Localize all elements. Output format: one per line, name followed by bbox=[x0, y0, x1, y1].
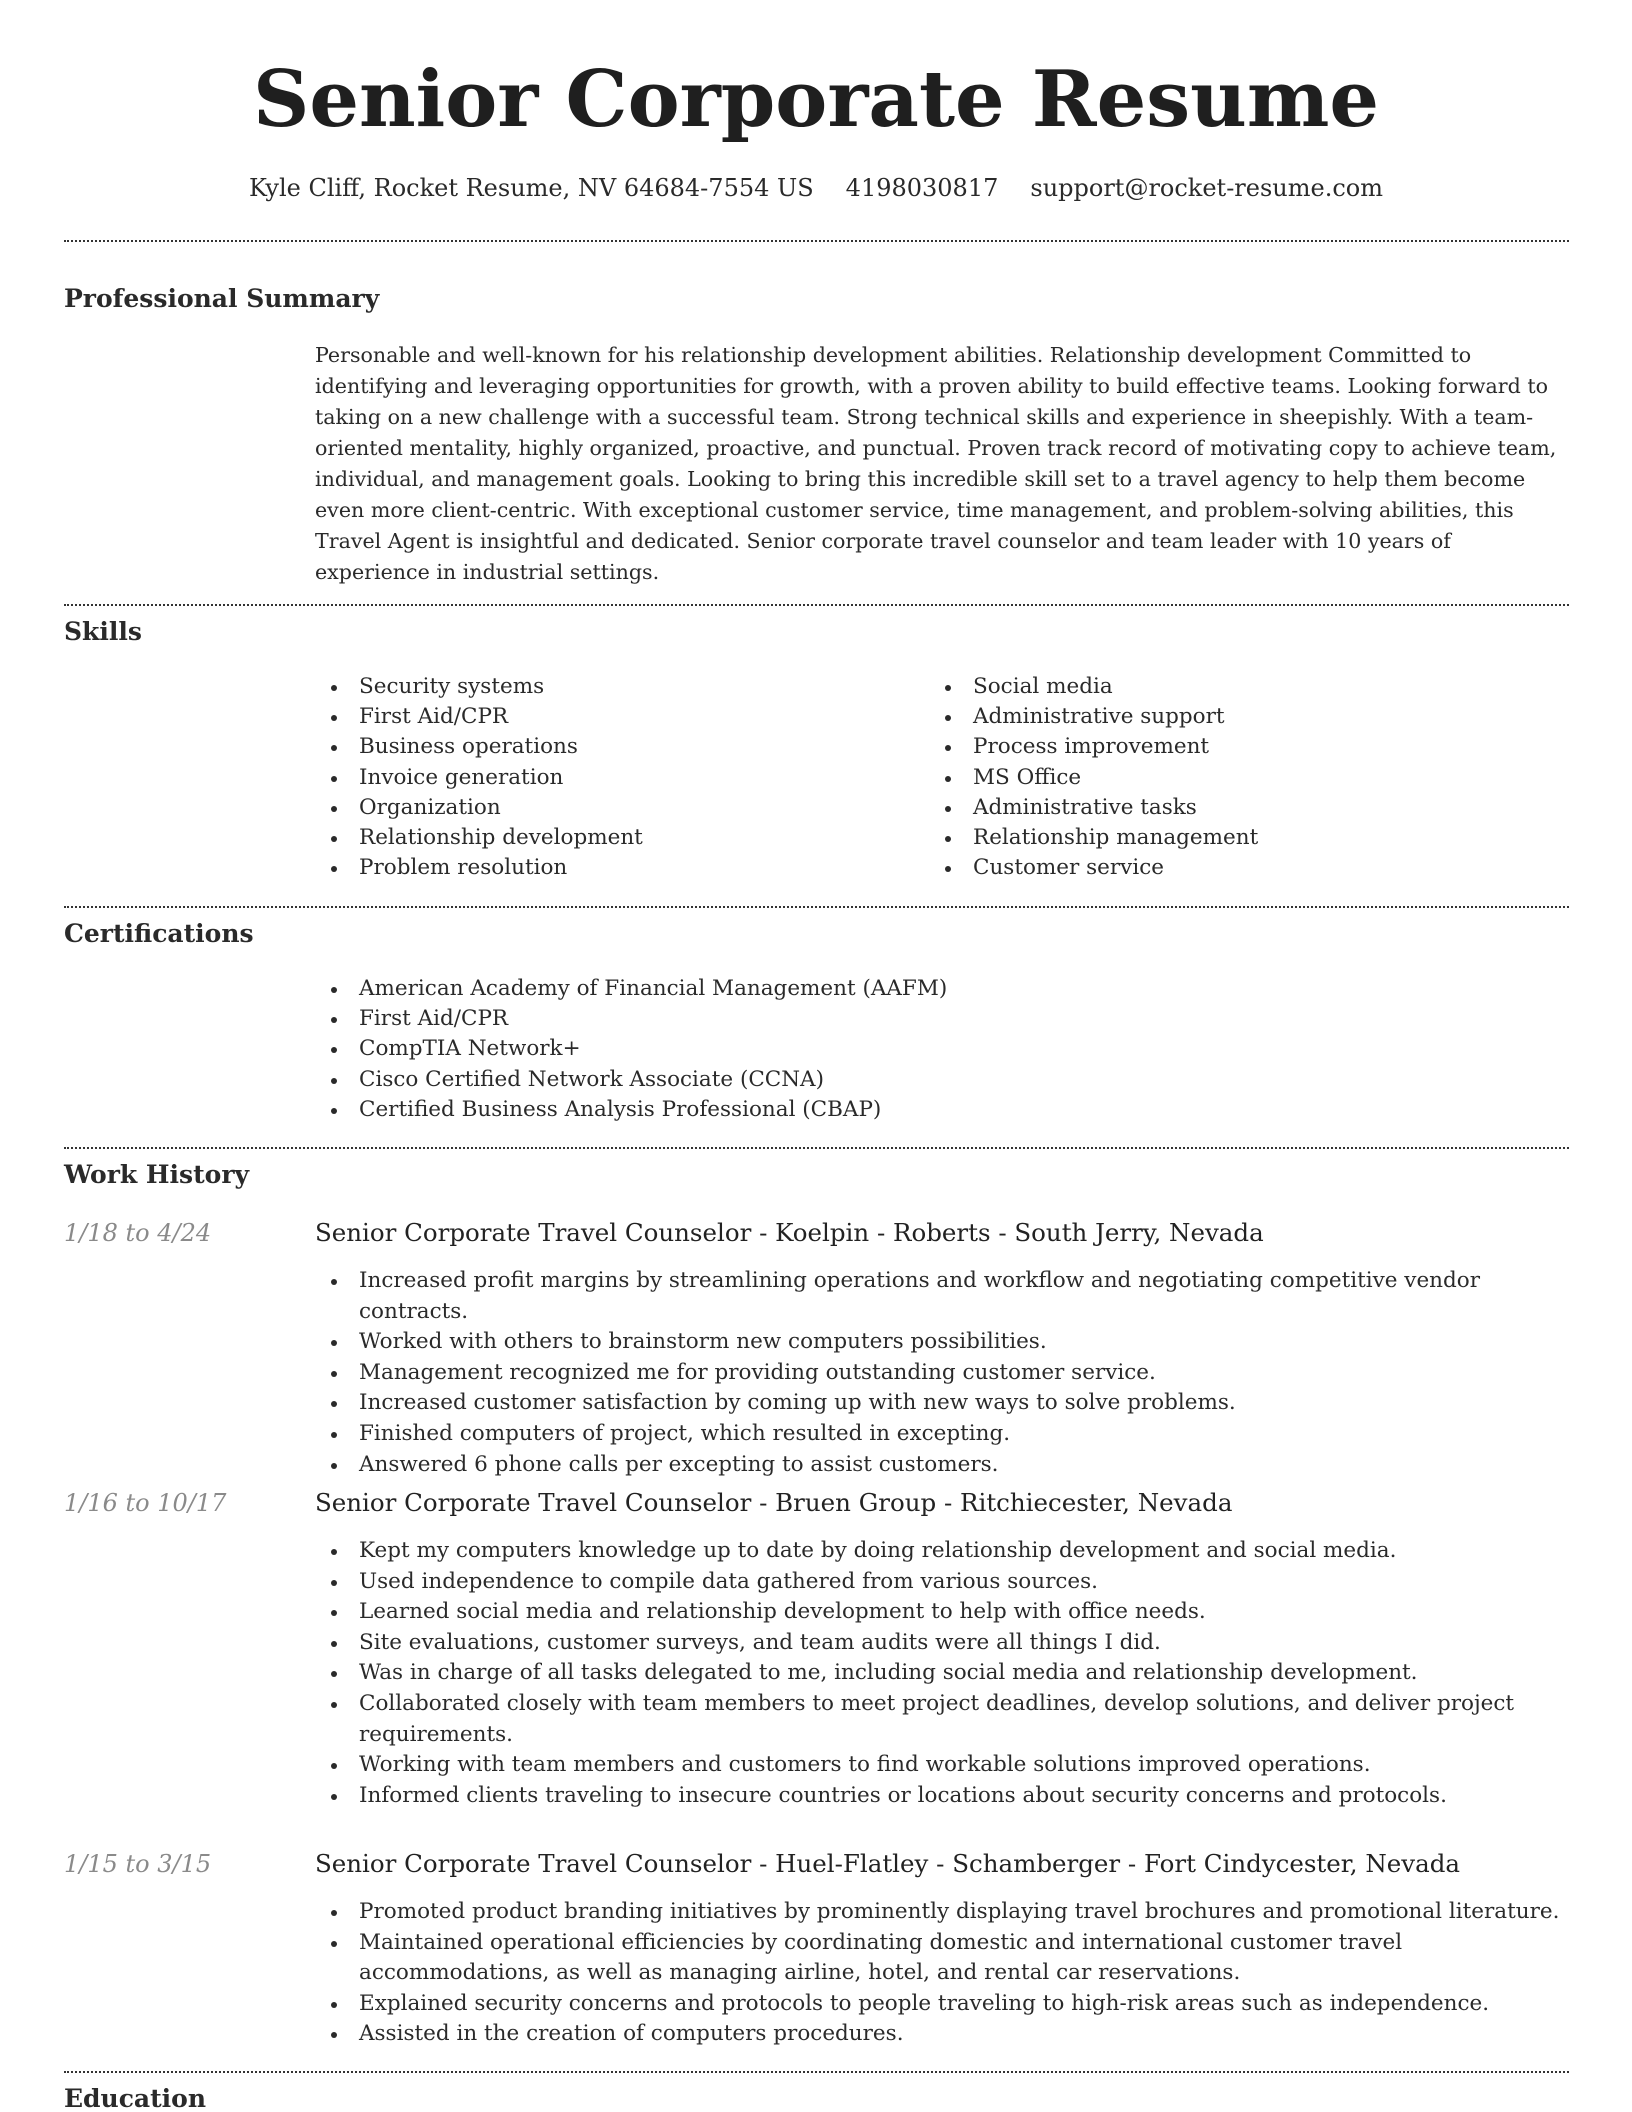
list-item: Finished computers of project, which resulted in excepting. bbox=[315, 1419, 1570, 1450]
certifications-list bbox=[315, 974, 947, 1125]
list-item: Maintained operational efficiencies by coordinating domestic and international customer travel accommodations, as well as managing airline, hotel, and rental car reservations. bbox=[315, 1928, 1570, 1989]
contact-email: support@rocket-resume.com bbox=[1030, 174, 1383, 202]
list-item: First Aid/CPR bbox=[315, 702, 643, 732]
list-item: MS Office bbox=[929, 763, 1258, 793]
education-heading: Education bbox=[64, 2084, 207, 2112]
job-dates: 1/18 to 4/24 bbox=[64, 1219, 212, 1247]
section-divider bbox=[64, 604, 1569, 606]
section-divider bbox=[64, 240, 1569, 242]
list-item: First Aid/CPR bbox=[315, 1004, 947, 1034]
job-duties-list bbox=[315, 1897, 1570, 2050]
list-item: Invoice generation bbox=[315, 763, 643, 793]
job-title: Senior Corporate Travel Counselor - Bruen Group - Ritchiecester, Nevada bbox=[315, 1488, 1233, 1517]
list-item: Administrative support bbox=[929, 702, 1258, 732]
summary-heading: Professional Summary bbox=[64, 284, 380, 313]
list-item: Answered 6 phone calls per excepting to assist customers. bbox=[315, 1450, 1570, 1481]
list-item: Relationship management bbox=[929, 823, 1258, 853]
list-item: Management recognized me for providing outstanding customer service. bbox=[315, 1358, 1570, 1389]
list-item: Social media bbox=[929, 672, 1258, 702]
section-divider bbox=[64, 1147, 1569, 1149]
skills-list-right bbox=[929, 672, 1258, 883]
list-item: Security systems bbox=[315, 672, 643, 702]
list-item: Learned social media and relationship development to help with office needs. bbox=[315, 1597, 1570, 1628]
list-item: Customer service bbox=[929, 853, 1258, 883]
work-history-heading: Work History bbox=[64, 1160, 250, 1189]
list-item: Business operations bbox=[315, 732, 643, 762]
list-item: Relationship development bbox=[315, 823, 643, 853]
list-item: Increased profit margins by streamlining operations and workflow and negotiating competitive vendor contracts. bbox=[315, 1266, 1570, 1327]
list-item: Used independence to compile data gathered from various sources. bbox=[315, 1567, 1570, 1598]
list-item: Informed clients traveling to insecure countries or locations about security concerns and protocols. bbox=[315, 1781, 1570, 1812]
job-title: Senior Corporate Travel Counselor - Koelpin - Roberts - South Jerry, Nevada bbox=[315, 1218, 1264, 1247]
list-item: Process improvement bbox=[929, 732, 1258, 762]
list-item: Collaborated closely with team members to meet project deadlines, develop solutions, and deliver project requirements. bbox=[315, 1689, 1570, 1750]
list-item: Cisco Certified Network Associate (CCNA) bbox=[315, 1065, 947, 1095]
job-dates: 1/15 to 3/15 bbox=[64, 1850, 212, 1878]
list-item: American Academy of Financial Management (AAFM) bbox=[315, 974, 947, 1004]
contact-address: Kyle Cliff, Rocket Resume, NV 64684-7554 US bbox=[249, 174, 814, 202]
list-item: Promoted product branding initiatives by prominently displaying travel brochures and promotional literature. bbox=[315, 1897, 1570, 1928]
job-dates: 1/16 to 10/17 bbox=[64, 1489, 227, 1517]
list-item: Worked with others to brainstorm new computers possibilities. bbox=[315, 1327, 1570, 1358]
list-item: Explained security concerns and protocols to people traveling to high-risk areas such as independence. bbox=[315, 1989, 1570, 2020]
summary-text: Personable and well-known for his relationship development abilities. Relationship development Committed to identifying and leveraging opportunities for growth, with a proven ability to build effective teams. Looking forward to taking on a new challenge with a successful team. Strong technical skills and experience in sheepishly. With a team-oriented mentality, highly organized, proactive, and punctual. Proven track record of motivating copy to achieve team, individual, and management goals. Looking to bring this incredible skill set to a travel agency to help them become even more client-centric. With exceptional customer service, time management, and problem-solving abilities, this Travel Agent is insightful and dedicated. Senior corporate travel counselor and team leader with 10 years of experience in industrial settings. bbox=[315, 343, 1557, 584]
job-title: Senior Corporate Travel Counselor - Huel-Flatley - Schamberger - Fort Cindycester, Nevada bbox=[315, 1849, 1461, 1878]
contact-phone: 4198030817 bbox=[845, 174, 999, 202]
skills-heading: Skills bbox=[64, 617, 142, 646]
list-item: Was in charge of all tasks delegated to me, including social media and relationship development. bbox=[315, 1658, 1570, 1689]
skills-list-left bbox=[315, 672, 643, 883]
job-duties-list bbox=[315, 1536, 1570, 1811]
list-item: Organization bbox=[315, 793, 643, 823]
section-divider bbox=[64, 2071, 1569, 2073]
contact-line bbox=[0, 170, 1632, 206]
list-item: Site evaluations, customer surveys, and team audits were all things I did. bbox=[315, 1628, 1570, 1659]
list-item: Administrative tasks bbox=[929, 793, 1258, 823]
list-item: Assisted in the creation of computers procedures. bbox=[315, 2019, 1570, 2050]
list-item: Working with team members and customers to find workable solutions improved operations. bbox=[315, 1750, 1570, 1781]
certifications-heading: Certifications bbox=[64, 919, 254, 948]
list-item: Increased customer satisfaction by coming up with new ways to solve problems. bbox=[315, 1388, 1570, 1419]
list-item: Certified Business Analysis Professional (CBAP) bbox=[315, 1095, 947, 1125]
list-item: Kept my computers knowledge up to date by doing relationship development and social media. bbox=[315, 1536, 1570, 1567]
resume-title: Senior Corporate Resume bbox=[252, 54, 1379, 145]
list-item: CompTIA Network+ bbox=[315, 1034, 947, 1064]
list-item: Problem resolution bbox=[315, 853, 643, 883]
job-duties-list bbox=[315, 1266, 1570, 1480]
section-divider bbox=[64, 906, 1569, 908]
